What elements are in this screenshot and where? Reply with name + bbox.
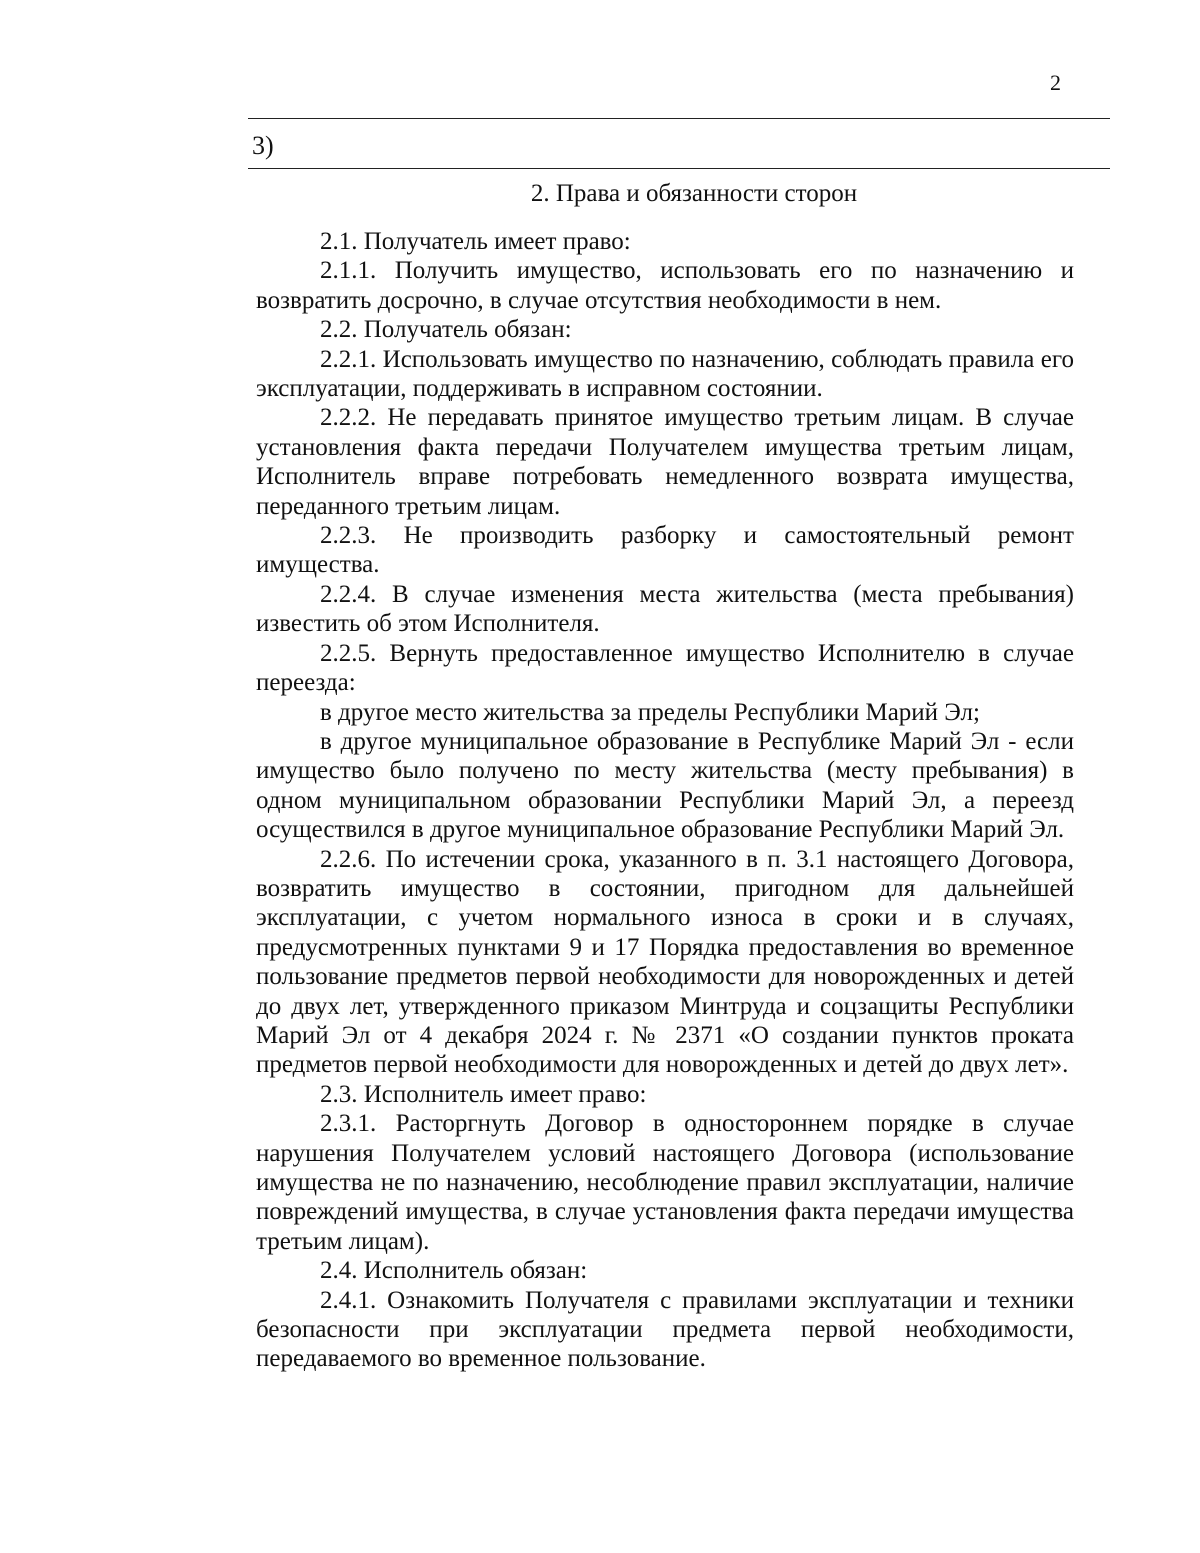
paragraph-relocation-municipal: в другое муниципальное образование в Республике Марий Эл - если имущество было получено по месту жительства (месту пребывания) в одном муниципальном образовании Республики Марий Эл, а переезд осуществился в другое муниципальное образование Республики Марий Эл. <box>256 727 1074 844</box>
section-title: 2. Права и обязанности сторон <box>530 180 858 207</box>
paragraph-relocation-outside: в другое место жительства за пределы Республики Марий Эл; <box>320 698 980 726</box>
document-body <box>256 227 1074 1374</box>
paragraph-2-2-3: 2.2.3. Не производить разборку и самостоятельный ремонт имущества. <box>256 522 1074 579</box>
header-rule-bottom <box>248 168 1110 169</box>
paragraph-2-2-6: 2.2.6. По истечении срока, указанного в п. 3.1 настоящего Договора, возвратить имущество в состоянии, пригодном для дальнейшей эксплуатации, с учетом нормального износа в сроки и в случаях, предусмотренных пунктами 9 и 17 Порядка предоставления во временное пользование предметов первой необходимости для новорожденных и детей до двух лет, утвержденного приказом Минтруда и соцзащиты Республики Марий Эл от 4 декабря 2024 г. № 2371 «О создании пунктов проката предметов первой необходимости для новорожденных и детей до двух лет». <box>256 845 1074 1079</box>
paragraph-2-2-5: 2.2.5. Вернуть предоставленное имущество Исполнителю в случае переезда: <box>256 639 1074 697</box>
paragraph-2-4: 2.4. Исполнитель обязан: <box>320 1257 588 1285</box>
paragraph-2-2-2: 2.2.2. Не передавать принятое имущество третьим лицам. В случае установления факта передачи Получателем имущества третьим лицам, Исполнитель вправе потребовать немедленного возврата имущества, переданного третьим лицам. <box>256 404 1074 520</box>
paragraph-2-3: 2.3. Исполнитель имеет право: <box>320 1080 647 1108</box>
paragraph-2-2-4: 2.2.4. В случае изменения места жительства (места пребывания) известить об этом Исполнителя. <box>256 580 1074 638</box>
paragraph-2-1-1: 2.1.1. Получить имущество, использовать его по назначению и возвратить досрочно, в случае отсутствия необходимости в нем. <box>256 257 1074 314</box>
paragraph-2-3-1: 2.3.1. Расторгнуть Договор в одностороннем порядке в случае нарушения Получателем условий настоящего Договора (использование имущества не по назначению, несоблюдение правил эксплуатации, наличие повреждений имущества, в случае установления факта передачи имущества третьим лицам). <box>256 1110 1074 1255</box>
page-number: 2 <box>1050 70 1061 95</box>
paragraph-2-1: 2.1. Получатель имеет право: <box>320 228 631 255</box>
header-fragment: 3) <box>252 131 274 160</box>
paragraph-2-2-1: 2.2.1. Использовать имущество по назначению, соблюдать правила его эксплуатации, поддерживать в исправном состоянии. <box>256 345 1074 403</box>
header-rule-top <box>248 118 1110 119</box>
paragraph-2-4-1: 2.4.1. Ознакомить Получателя с правилами эксплуатации и техники безопасности при эксплуатации предмета первой необходимости, передаваемого во временное пользование. <box>256 1286 1074 1373</box>
paragraph-2-2: 2.2. Получатель обязан: <box>320 316 572 344</box>
